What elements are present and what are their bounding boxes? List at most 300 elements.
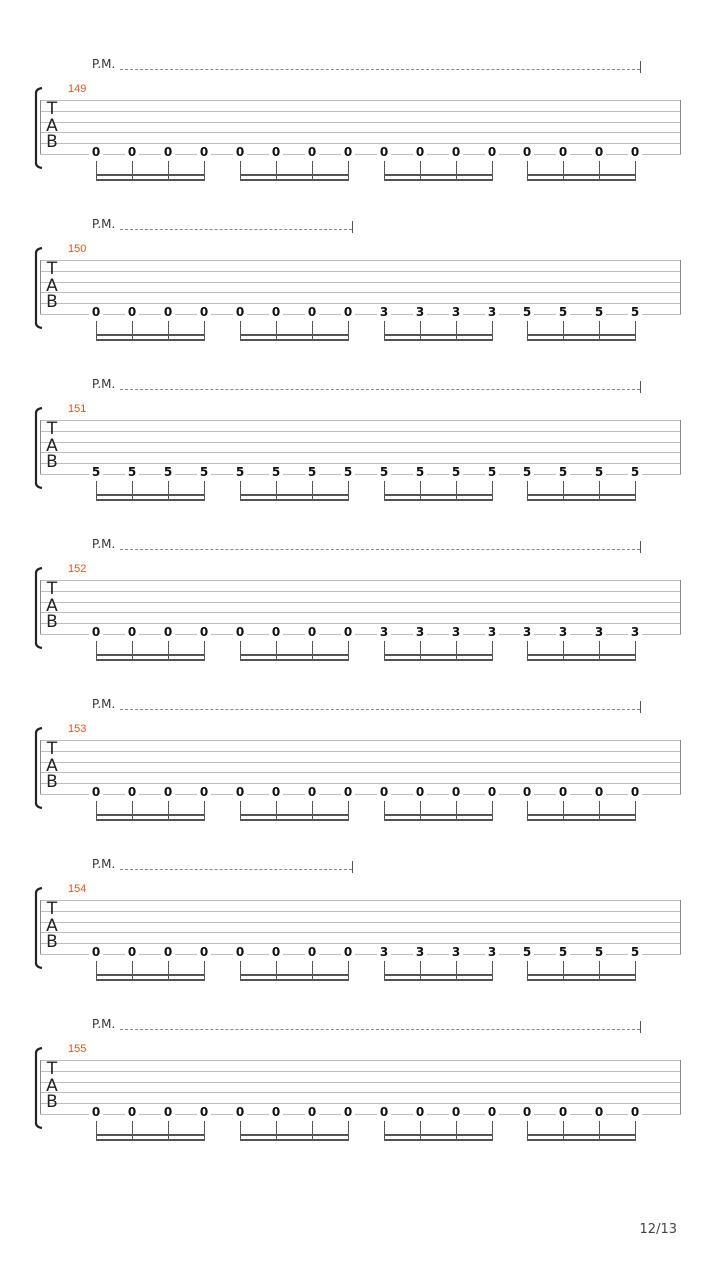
fret-number: 0 [556,786,570,798]
note-beam [240,334,349,336]
fret-number: 0 [161,146,175,158]
fret-number: 0 [628,1106,642,1118]
fret-number: 0 [377,786,391,798]
fret-number: 0 [556,146,570,158]
note-stem [527,641,528,659]
note-stem [168,321,169,339]
note-stem [492,961,493,979]
fret-number: 0 [125,1106,139,1118]
fret-number: 0 [305,626,319,638]
note-stem [132,801,133,819]
staff-start-barline [40,580,41,634]
note-stem [96,801,97,819]
note-beam [527,659,636,661]
staff-start-barline [40,420,41,474]
note-stem [168,161,169,179]
staff-line [40,271,681,272]
palm-mute-label: P.M. [92,537,116,551]
note-beam [527,334,636,336]
fret-number: 5 [485,466,499,478]
palm-mute-end-tick [640,541,641,553]
note-beam [384,1139,493,1141]
note-stem [276,961,277,979]
fret-number: 5 [556,306,570,318]
fret-number: 0 [269,786,283,798]
note-beam [96,334,205,336]
tab-clef-letter: B [46,932,58,952]
note-stem [492,321,493,339]
note-stem [348,641,349,659]
palm-mute-label: P.M. [92,1017,116,1031]
fret-number: 0 [305,1106,319,1118]
page-number: 12/13 [639,1222,677,1237]
fret-number: 0 [628,786,642,798]
tab-clef-letter: A [46,275,58,296]
note-stem [312,961,313,979]
note-stem [132,641,133,659]
staff-line [40,282,681,283]
note-stem [132,1121,133,1139]
fret-number: 0 [485,1106,499,1118]
note-stem [96,321,97,339]
tab-clef-letter: B [46,452,58,472]
fret-number: 0 [125,946,139,958]
note-beam [240,1139,349,1141]
fret-number: 0 [520,1106,534,1118]
note-stem [635,641,636,659]
note-beam [240,499,349,501]
tab-clef-letter: A [46,915,58,936]
note-beam [384,494,493,496]
note-stem [240,481,241,499]
tab-clef-letter: B [46,612,58,632]
note-stem [635,1121,636,1139]
fret-number: 0 [413,786,427,798]
note-beam [96,819,205,821]
measure-number: 151 [68,403,87,415]
tab-system [0,217,720,377]
fret-number: 5 [520,946,534,958]
note-beam [96,659,205,661]
fret-number: 0 [197,146,211,158]
note-stem [348,961,349,979]
note-stem [492,161,493,179]
fret-number: 0 [197,1106,211,1118]
palm-mute-line [120,229,352,230]
note-stem [276,801,277,819]
tab-clef [44,581,60,637]
note-stem [348,321,349,339]
fret-number: 0 [449,786,463,798]
note-beam [527,339,636,341]
note-stem [456,161,457,179]
staff-end-barline [680,260,681,314]
note-beam [240,974,349,976]
fret-number: 0 [125,306,139,318]
tab-clef-letter: T [46,899,58,919]
fret-number: 5 [161,466,175,478]
note-stem [456,1121,457,1139]
measure-number: 152 [68,563,87,575]
fret-number: 0 [89,1106,103,1118]
note-stem [527,801,528,819]
note-stem [420,961,421,979]
fret-number: 0 [233,1106,247,1118]
note-stem [527,321,528,339]
measure-number: 155 [68,1043,87,1055]
palm-mute-end-tick [640,381,641,393]
note-beam [527,1139,636,1141]
staff-start-barline [40,100,41,154]
note-stem [96,161,97,179]
staff-line [40,420,681,421]
palm-mute-label: P.M. [92,377,116,391]
tab-clef-letter: A [46,755,58,776]
staff-end-barline [680,900,681,954]
note-stem [599,961,600,979]
fret-number: 0 [269,306,283,318]
palm-mute-end-tick [352,221,353,233]
staff-line [40,431,681,432]
fret-number: 3 [377,306,391,318]
tab-clef-letter: T [46,259,58,279]
note-stem [492,641,493,659]
note-stem [384,321,385,339]
fret-number: 3 [377,626,391,638]
fret-number: 0 [89,786,103,798]
note-stem [168,481,169,499]
staff-line [40,591,681,592]
fret-number: 0 [89,146,103,158]
palm-mute-end-tick [352,861,353,873]
fret-number: 3 [485,306,499,318]
note-stem [168,641,169,659]
fret-number: 5 [520,306,534,318]
fret-number: 0 [89,306,103,318]
fret-number: 0 [233,786,247,798]
palm-mute-end-tick [640,1021,641,1033]
note-stem [635,961,636,979]
palm-mute-end-tick [640,701,641,713]
fret-number: 5 [556,466,570,478]
fret-number: 0 [305,786,319,798]
fret-number: 0 [341,626,355,638]
note-stem [204,961,205,979]
note-beam [240,339,349,341]
palm-mute-label: P.M. [92,57,116,71]
tab-clef-letter: T [46,419,58,439]
tab-clef-letter: T [46,579,58,599]
staff-line [40,111,681,112]
fret-number: 0 [556,1106,570,1118]
note-beam [384,974,493,976]
note-stem [492,801,493,819]
staff-start-barline [40,740,41,794]
note-stem [420,481,421,499]
note-beam [527,979,636,981]
staff-line [40,1103,681,1104]
staff-line [40,783,681,784]
tab-system [0,537,720,697]
fret-number: 5 [592,466,606,478]
note-stem [635,801,636,819]
fret-number: 5 [377,466,391,478]
staff-line [40,452,681,453]
fret-number: 3 [377,946,391,958]
note-stem [96,481,97,499]
note-stem [599,1121,600,1139]
fret-number: 3 [449,626,463,638]
palm-mute-line [120,389,640,390]
note-stem [276,641,277,659]
staff-line [40,911,681,912]
note-beam [384,1134,493,1136]
staff-line [40,751,681,752]
tab-clef-letter: T [46,1059,58,1079]
note-stem [312,161,313,179]
note-stem [204,161,205,179]
note-stem [384,161,385,179]
note-beam [96,339,205,341]
note-stem [456,641,457,659]
fret-number: 0 [161,1106,175,1118]
note-stem [348,481,349,499]
fret-number: 5 [592,946,606,958]
fret-number: 0 [305,306,319,318]
fret-number: 0 [341,1106,355,1118]
note-beam [240,174,349,176]
note-stem [240,801,241,819]
fret-number: 0 [269,146,283,158]
staff-line [40,463,681,464]
measure-number: 149 [68,83,87,95]
note-beam [527,819,636,821]
fret-number: 5 [233,466,247,478]
fret-number: 5 [125,466,139,478]
note-beam [527,174,636,176]
fret-number: 0 [197,786,211,798]
note-stem [420,161,421,179]
note-stem [168,801,169,819]
tab-clef-letter: T [46,739,58,759]
note-stem [492,481,493,499]
note-stem [563,321,564,339]
staff-line [40,1082,681,1083]
tab-clef-letter: B [46,772,58,792]
note-beam [240,179,349,181]
fret-number: 0 [520,786,534,798]
note-stem [384,1121,385,1139]
fret-number: 0 [377,1106,391,1118]
measure-number: 154 [68,883,87,895]
note-stem [276,1121,277,1139]
tab-clef [44,101,60,157]
note-beam [384,659,493,661]
fret-number: 0 [233,306,247,318]
fret-number: 3 [413,306,427,318]
palm-mute-label: P.M. [92,697,116,711]
note-stem [240,321,241,339]
staff-line [40,922,681,923]
fret-number: 3 [485,626,499,638]
note-stem [348,801,349,819]
note-stem [96,1121,97,1139]
staff-line [40,580,681,581]
staff-line [40,772,681,773]
note-stem [456,801,457,819]
note-beam [384,979,493,981]
note-stem [563,161,564,179]
note-beam [96,499,205,501]
fret-number: 0 [89,626,103,638]
fret-number: 5 [413,466,427,478]
note-stem [204,481,205,499]
note-beam [384,174,493,176]
fret-number: 0 [125,626,139,638]
note-beam [96,179,205,181]
tab-clef-letter: B [46,292,58,312]
note-stem [168,961,169,979]
tab-clef [44,261,60,317]
fret-number: 0 [197,946,211,958]
note-beam [96,654,205,656]
staff-line [40,623,681,624]
palm-mute-label: P.M. [92,857,116,871]
staff-line [40,612,681,613]
fret-number: 0 [341,306,355,318]
note-beam [527,499,636,501]
palm-mute-line [120,1029,640,1030]
note-beam [96,1139,205,1141]
staff-start-barline [40,1060,41,1114]
fret-number: 0 [161,306,175,318]
note-stem [599,641,600,659]
note-beam [96,1134,205,1136]
note-stem [599,481,600,499]
note-stem [312,801,313,819]
note-stem [240,641,241,659]
note-stem [312,481,313,499]
fret-number: 0 [305,946,319,958]
note-stem [563,801,564,819]
staff-line [40,762,681,763]
note-beam [384,334,493,336]
note-beam [384,819,493,821]
tab-system [0,377,720,537]
note-beam [527,1134,636,1136]
note-stem [527,481,528,499]
fret-number: 0 [269,946,283,958]
fret-number: 0 [89,946,103,958]
staff-line [40,132,681,133]
note-stem [276,161,277,179]
fret-number: 0 [341,786,355,798]
note-stem [240,1121,241,1139]
note-stem [312,321,313,339]
note-beam [384,499,493,501]
note-stem [420,1121,421,1139]
fret-number: 0 [449,1106,463,1118]
staff-line [40,1060,681,1061]
tab-clef [44,1061,60,1117]
note-stem [132,481,133,499]
staff-end-barline [680,420,681,474]
palm-mute-end-tick [640,61,641,73]
fret-number: 0 [485,786,499,798]
note-stem [384,641,385,659]
fret-number: 0 [125,786,139,798]
palm-mute-label: P.M. [92,217,116,231]
staff-line [40,100,681,101]
note-stem [204,801,205,819]
note-stem [312,641,313,659]
note-beam [96,494,205,496]
fret-number: 5 [556,946,570,958]
measure-number: 150 [68,243,87,255]
fret-number: 0 [592,786,606,798]
note-stem [240,961,241,979]
palm-mute-line [120,709,640,710]
note-stem [348,161,349,179]
staff-end-barline [680,1060,681,1114]
staff-end-barline [680,100,681,154]
palm-mute-line [120,549,640,550]
fret-number: 5 [341,466,355,478]
note-stem [456,321,457,339]
staff-line [40,602,681,603]
fret-number: 0 [305,146,319,158]
note-stem [132,161,133,179]
note-stem [420,641,421,659]
note-stem [563,1121,564,1139]
fret-number: 5 [449,466,463,478]
fret-number: 0 [197,626,211,638]
fret-number: 3 [413,626,427,638]
fret-number: 3 [449,946,463,958]
note-stem [635,481,636,499]
note-stem [456,961,457,979]
staff-start-barline [40,900,41,954]
staff-line [40,122,681,123]
note-stem [527,161,528,179]
note-beam [240,819,349,821]
fret-number: 5 [628,946,642,958]
note-beam [240,979,349,981]
fret-number: 0 [413,146,427,158]
staff-line [40,1092,681,1093]
staff-line [40,1071,681,1072]
note-beam [240,654,349,656]
note-beam [384,654,493,656]
fret-number: 0 [161,626,175,638]
fret-number: 0 [592,1106,606,1118]
fret-number: 0 [341,146,355,158]
fret-number: 0 [269,1106,283,1118]
note-beam [527,974,636,976]
note-stem [204,1121,205,1139]
note-stem [132,321,133,339]
note-stem [276,321,277,339]
note-stem [563,481,564,499]
staff-line [40,740,681,741]
note-stem [312,1121,313,1139]
note-stem [96,961,97,979]
staff-line [40,900,681,901]
note-stem [599,321,600,339]
note-beam [240,494,349,496]
note-beam [527,654,636,656]
fret-number: 0 [485,146,499,158]
